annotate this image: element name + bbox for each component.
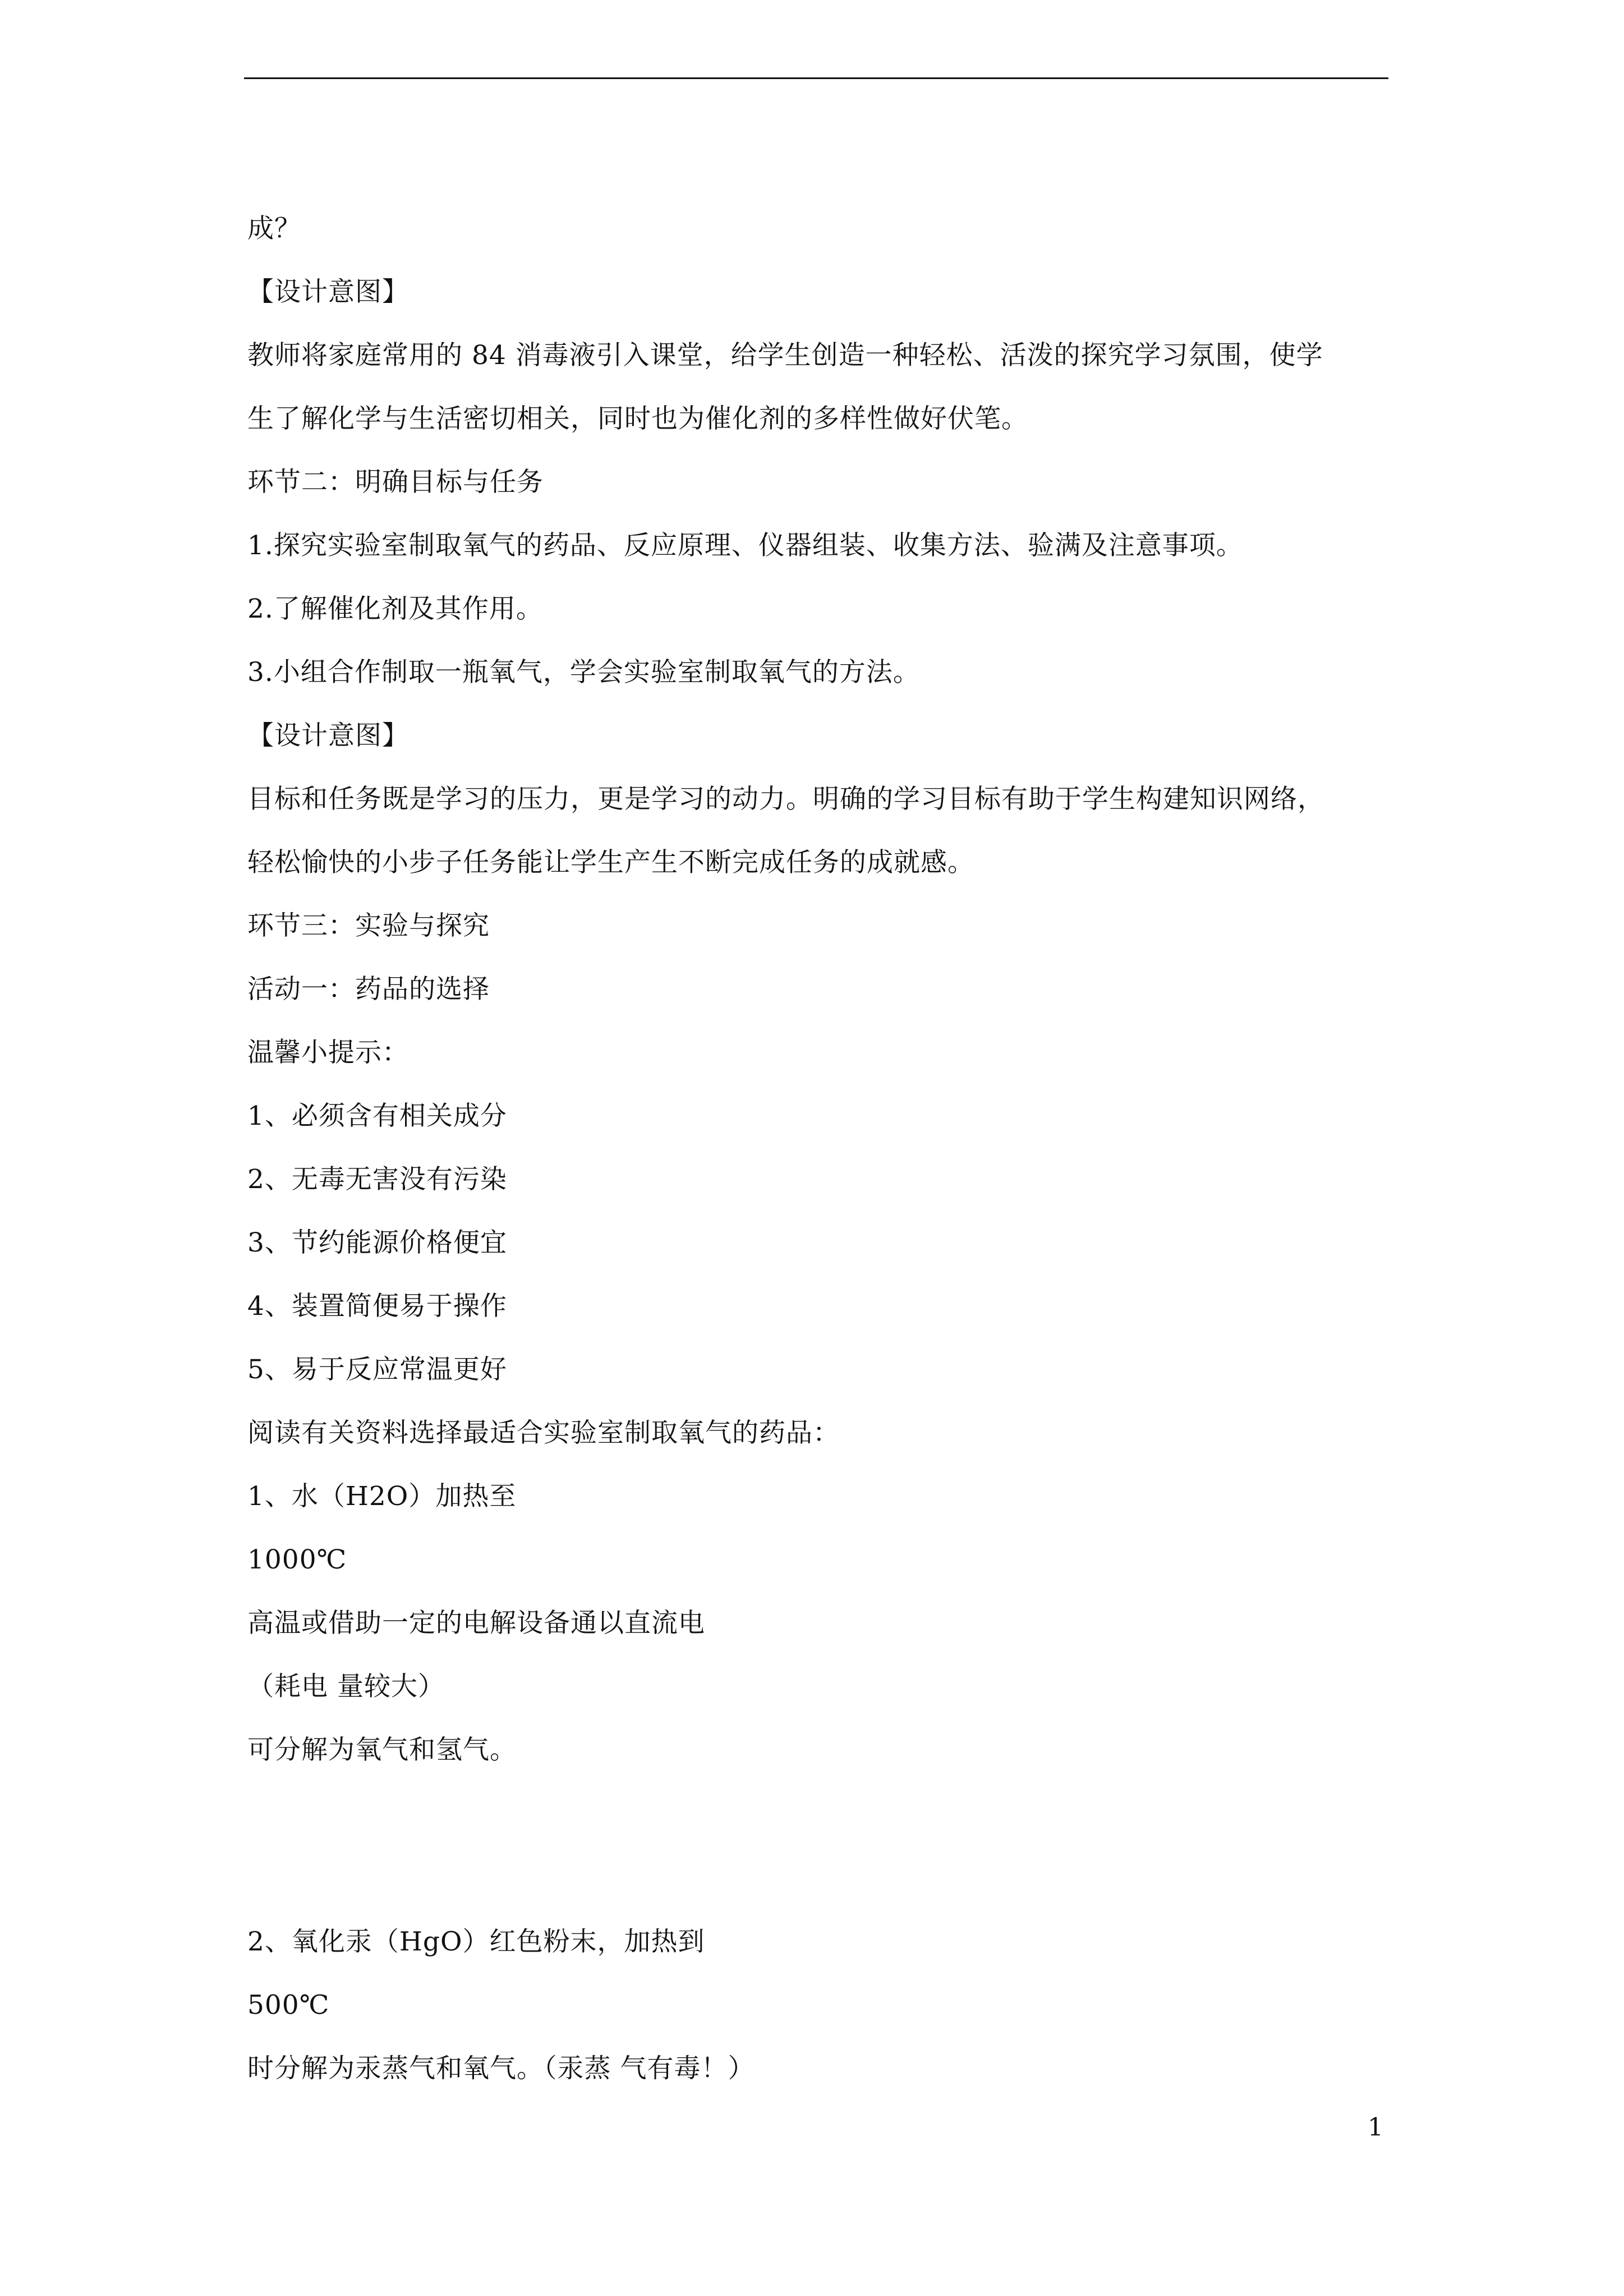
list-item: 2、无毒无害没有污染 <box>247 1164 507 1195</box>
section-heading: 【设计意图】 <box>247 720 409 751</box>
section-heading: 【设计意图】 <box>247 277 409 307</box>
text-line: 轻松愉快的小步子任务能让学生产生不断完成任务的成就感。 <box>247 847 974 878</box>
text-line: 教师将家庭常用的 84 消毒液引入课堂，给学生创造一种轻松、活泼的探究学习氛围，使学 <box>247 340 1323 371</box>
section-heading: 活动一：药品的选择 <box>247 974 490 1005</box>
list-item: 1.探究实验室制取氧气的药品、反应原理、仪器组装、收集方法、验满及注意事项。 <box>247 530 1243 561</box>
text-line: 可分解为氧气和氢气。 <box>247 1734 517 1765</box>
text-line: 生了解化学与生活密切相关，同时也为催化剂的多样性做好伏笔。 <box>247 403 1028 434</box>
page-number: 1 <box>1368 2113 1383 2142</box>
list-item: 3.小组合作制取一瓶氧气，学会实验室制取氧气的方法。 <box>247 657 920 688</box>
list-item: 5、易于反应常温更好 <box>247 1354 507 1385</box>
text-line: （耗电 量较大） <box>247 1671 445 1702</box>
text-line: 温馨小提示： <box>247 1037 409 1068</box>
list-item: 4、装置简便易于操作 <box>247 1291 507 1322</box>
text-line: 高温或借助一定的电解设备通以直流电 <box>247 1608 705 1639</box>
text-line: 目标和任务既是学习的压力，更是学习的动力。明确的学习目标有助于学生构建知识网络， <box>247 784 1324 815</box>
list-item: 2.了解催化剂及其作用。 <box>247 593 543 624</box>
text-line: 阅读有关资料选择最适合实验室制取氧气的药品： <box>247 1418 840 1448</box>
text-line: 500℃ <box>247 1990 330 2021</box>
list-item: 1、必须含有相关成分 <box>247 1101 507 1131</box>
list-item: 3、节约能源价格便宜 <box>247 1227 507 1258</box>
section-heading: 环节三：实验与探究 <box>247 910 490 941</box>
list-item: 2、氧化汞（HgO）红色粉末，加热到 <box>247 1926 705 1957</box>
text-line: 成？ <box>247 213 301 244</box>
list-item: 1、水（H2O）加热至 <box>247 1481 517 1512</box>
section-heading: 环节二：明确目标与任务 <box>247 467 544 498</box>
header-rule <box>244 77 1388 79</box>
text-line: 时分解为汞蒸气和氧气。（汞蒸 气有毒！） <box>247 2053 755 2084</box>
text-line: 1000℃ <box>247 1544 347 1575</box>
